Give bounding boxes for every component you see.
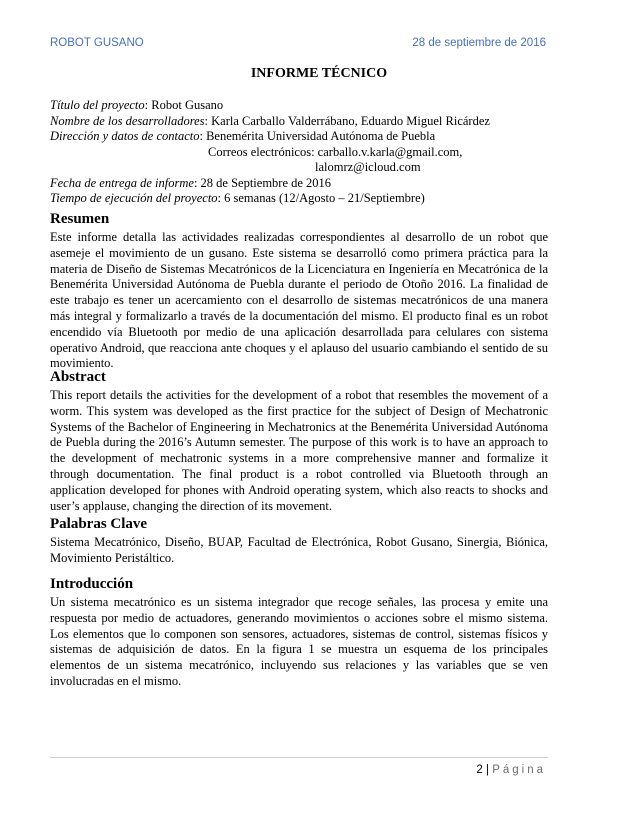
header-title: ROBOT GUSANO	[50, 37, 144, 49]
keywords-body: Sistema Mecatrónico, Diseño, BUAP, Facultad de Electrónica, Robot Gusano, Sinergia, Biónica, Movimiento Peristáltico.	[50, 535, 548, 565]
page-footer	[476, 764, 546, 776]
intro-heading: Introducción	[50, 576, 134, 592]
section-keywords	[50, 516, 548, 567]
resumen-heading: Resumen	[50, 211, 110, 227]
meta-project: Título del proyecto: Robot Gusano	[50, 98, 224, 112]
abstract-body: This report details the activities for the development of a robot that resembles the movement of a worm. This system was developed as the first practice for the subject of Design of Mechatronic Systems of the Bachelor of Engineering in Mechatronics at the Benemérita Universidad Autónoma de Puebla during the 2016’s Autumn semester. The purpose of this work is to have an approach to the development of mechatronic systems in a more comprehensive manner and formalize it through documentation. The final product is a robot controlled via Bluetooth through an application developed for phones with Android operating system, which also reacts to shocks and user’s applause, changing the direction of its movement.	[50, 388, 548, 513]
meta-contact: Dirección y datos de contacto: Benemérita Universidad Autónoma de Puebla	[50, 129, 436, 143]
meta-execution-time: Tiempo de ejecución del proyecto: 6 semanas (12/Agosto – 21/Septiembre)	[50, 191, 425, 205]
page-word: Página	[492, 764, 546, 776]
meta-emails-line1: Correos electrónicos: carballo.v.karla@gmail.com,	[208, 144, 463, 159]
page-number: 2	[476, 764, 483, 776]
resumen-body: Este informe detalla las actividades realizadas correspondientes al desarrollo de un robot que asemeje el movimiento de un gusano. Este sistema se desarrolló como primera práctica para la materia de Diseño de Sistemas Mecatrónicos de la Licenciatura en Ingeniería en Mecatrónica de la Benemérita Universidad Autónoma de Puebla durante el periodo de Otoño 2016. La finalidad de este trabajo es tener un acercamiento con el desarrollo de sistemas mecatrónicos de una manera más integral y formalizarlo a través de la documentación del mismo. El producto final es un robot encendido vía Bluetooth por medio de una aplicación desarrollada para celulares con sistema operativo Android, que reacciona ante choques y el aplauso del usuario cambiando el sentido de su movimiento.	[50, 230, 548, 371]
footer-divider	[50, 757, 548, 758]
project-metadata	[50, 98, 558, 207]
section-introduccion	[50, 576, 548, 690]
footer-separator: |	[482, 764, 493, 776]
abstract-heading: Abstract	[50, 369, 106, 385]
section-resumen	[50, 211, 548, 372]
document-title: INFORME TÉCNICO	[250, 66, 388, 81]
header-date: 28 de septiembre de 2016	[412, 37, 546, 49]
intro-body: Un sistema mecatrónico es un sistema integrador que recoge señales, las procesa y emite una respuesta por medio de actuadores, generando movimientos o acciones sobre el mismo sistema. Los elementos que lo componen son sensores, actuadores, sistemas de control, sistemas físicos y sistemas de adquisición de datos. En la figura 1 se muestra un esquema de los principales elementos de un sistema mecatrónico, incluyendo sus relaciones y las variables que se ven involucradas en el mismo.	[50, 595, 548, 688]
meta-developers: Nombre de los desarrolladores: Karla Carballo Valderrábano, Eduardo Miguel Ricárdez	[50, 113, 490, 128]
section-abstract	[50, 369, 548, 514]
running-header	[50, 37, 546, 49]
keywords-heading: Palabras Clave	[50, 516, 148, 532]
meta-delivery-date: Fecha de entrega de informe: 28 de Septiembre de 2016	[50, 175, 332, 190]
meta-emails-line2: lalomrz@icloud.com	[315, 160, 421, 174]
